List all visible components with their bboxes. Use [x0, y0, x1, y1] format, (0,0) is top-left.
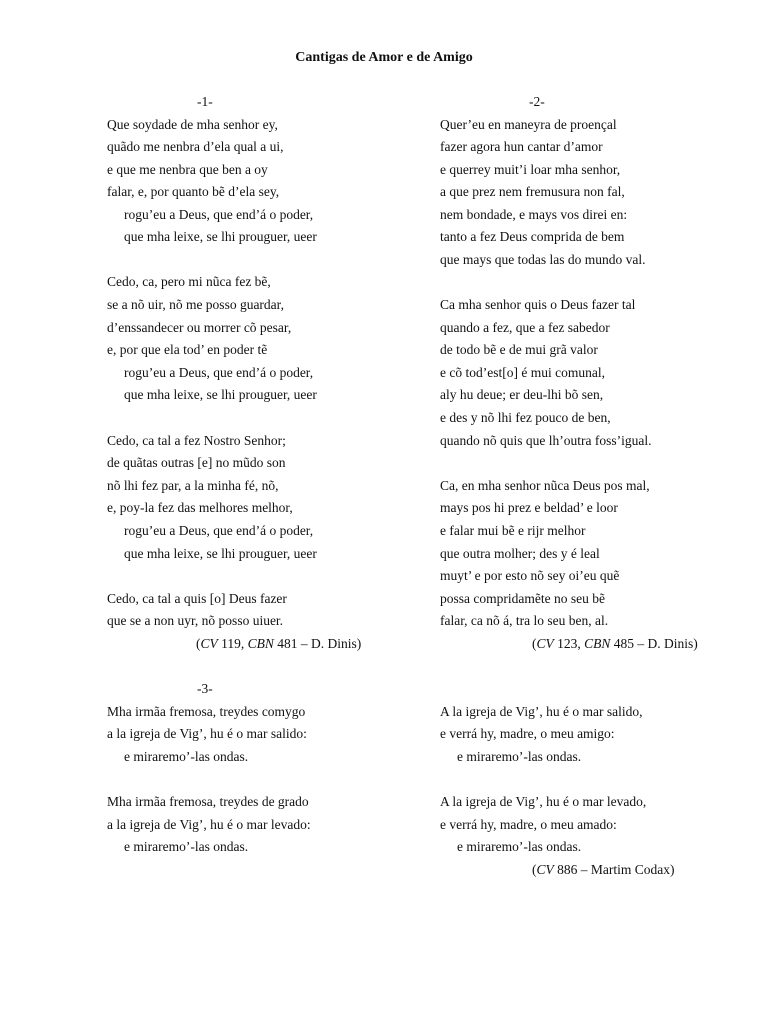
verse-line: Quer’eu en maneyra de proençal: [440, 117, 617, 132]
verse-line: falar, ca nõ á, tra lo seu ben, al.: [440, 613, 609, 628]
verse-line: e querrey muit’i loar mha senhor,: [440, 162, 621, 177]
verse-line: a la igreja de Vig’, hu é o mar salido:: [107, 726, 307, 741]
refrain-line: que mha leixe, se lhi prouguer, ueer: [124, 229, 317, 244]
refrain-line: rogu’eu a Deus, que end’á o poder,: [124, 207, 314, 222]
verse-line: e verrá hy, madre, o meu amigo:: [440, 726, 615, 741]
source-prefix: (: [532, 636, 537, 651]
verse-line: Cedo, ca tal a quis [o] Deus fazer: [107, 591, 287, 606]
verse-line: quando nõ quis que lh’outra foss’igual.: [440, 433, 652, 448]
source-cbn: CBN: [247, 636, 274, 651]
page-title: Cantigas de Amor e de Amigo: [295, 50, 473, 65]
verse-line: nõ lhi fez par, a la minha fé, nõ,: [107, 478, 279, 493]
verse-line: e, por que ela tod’ en poder tẽ: [107, 342, 268, 357]
verse-line: a la igreja de Vig’, hu é o mar levado:: [107, 817, 311, 832]
source-citation: [196, 635, 361, 653]
verse-line: e verrá hy, madre, o meu amado:: [440, 817, 617, 832]
verse-line: quando a fez, que a fez sabedor: [440, 320, 610, 335]
verse-line: Ca mha senhor quis o Deus fazer tal: [440, 297, 636, 312]
verse-line: quãdo me nenbra d’ela qual a ui,: [107, 139, 284, 154]
verse-line: falar, e, por quanto bẽ d’ela sey,: [107, 184, 280, 199]
verse-line: se a nõ uir, nõ me posso guardar,: [107, 297, 285, 312]
verse-line: que mays que todas las do mundo val.: [440, 252, 646, 267]
refrain-line: e miraremo’-las ondas.: [457, 749, 582, 764]
source-cbn: CBN: [584, 636, 611, 651]
verse-line: Cedo, ca tal a fez Nostro Senhor;: [107, 433, 286, 448]
source-tail: 485 – D. Dinis): [610, 636, 698, 651]
source-mid: 123,: [553, 636, 585, 651]
source-prefix: (: [196, 636, 201, 651]
refrain-line: que mha leixe, se lhi prouguer, ueer: [124, 546, 317, 561]
verse-line: e falar mui bẽ e rijr melhor: [440, 523, 586, 538]
poem-number: -3-: [197, 681, 213, 696]
verse-line: d’enssandecer ou morrer cõ pesar,: [107, 320, 292, 335]
refrain-line: rogu’eu a Deus, que end’á o poder,: [124, 523, 314, 538]
verse-line: e, poy-la fez das melhores melhor,: [107, 500, 293, 515]
verse-line: que outra molher; des y é leal: [440, 546, 600, 561]
verse-line: aly hu deue; er deu-lhi bõ sen,: [440, 387, 604, 402]
refrain-line: e miraremo’-las ondas.: [124, 749, 249, 764]
refrain-line: e miraremo’-las ondas.: [457, 839, 582, 854]
source-citation: [532, 861, 675, 879]
refrain-line: rogu’eu a Deus, que end’á o poder,: [124, 365, 314, 380]
verse-line: possa compridamẽte no seu bẽ: [440, 591, 605, 606]
verse-line: mays pos hi prez e beldad’ e loor: [440, 500, 618, 515]
source-mid: 119,: [217, 636, 248, 651]
source-tail: 886 – Martim Codax): [553, 862, 675, 877]
verse-line: A la igreja de Vig’, hu é o mar salido,: [440, 704, 643, 719]
source-cv: CV: [536, 636, 554, 651]
source-cv: CV: [536, 862, 554, 877]
verse-line: fazer agora hun cantar d’amor: [440, 139, 603, 154]
verse-line: de quãtas outras [e] no mũdo son: [107, 455, 286, 470]
refrain-line: que mha leixe, se lhi prouguer, ueer: [124, 387, 317, 402]
verse-line: e des y nõ lhi fez pouco de ben,: [440, 410, 611, 425]
source-cv: CV: [200, 636, 218, 651]
verse-line: Que soydade de mha senhor ey,: [107, 117, 278, 132]
verse-line: que se a non uyr, nõ posso uiuer.: [107, 613, 284, 628]
verse-line: Ca, en mha senhor nũca Deus pos mal,: [440, 478, 650, 493]
verse-line: Mha irmãa fremosa, treydes comygo: [107, 704, 306, 719]
verse-line: A la igreja de Vig’, hu é o mar levado,: [440, 794, 647, 809]
verse-line: de todo bẽ e de mui grã valor: [440, 342, 598, 357]
verse-line: tanto a fez Deus comprida de bem: [440, 229, 625, 244]
source-citation: [532, 635, 698, 653]
verse-line: a que prez nem fremusura non fal,: [440, 184, 625, 199]
source-tail: 481 – D. Dinis): [273, 636, 362, 651]
verse-line: nem bondade, e mays vos direi en:: [440, 207, 628, 222]
verse-line: e cõ tod’est[o] é mui comunal,: [440, 365, 605, 380]
poem-number: -2-: [529, 94, 545, 109]
verse-line: e que me nenbra que ben a oy: [107, 162, 268, 177]
verse-line: muyt’ e por esto nõ sey oi’eu quẽ: [440, 568, 620, 583]
verse-line: Cedo, ca, pero mi nũca fez bẽ,: [107, 274, 271, 289]
verse-line: Mha irmãa fremosa, treydes de grado: [107, 794, 309, 809]
source-prefix: (: [532, 862, 537, 877]
refrain-line: e miraremo’-las ondas.: [124, 839, 249, 854]
poem-number: -1-: [197, 94, 213, 109]
